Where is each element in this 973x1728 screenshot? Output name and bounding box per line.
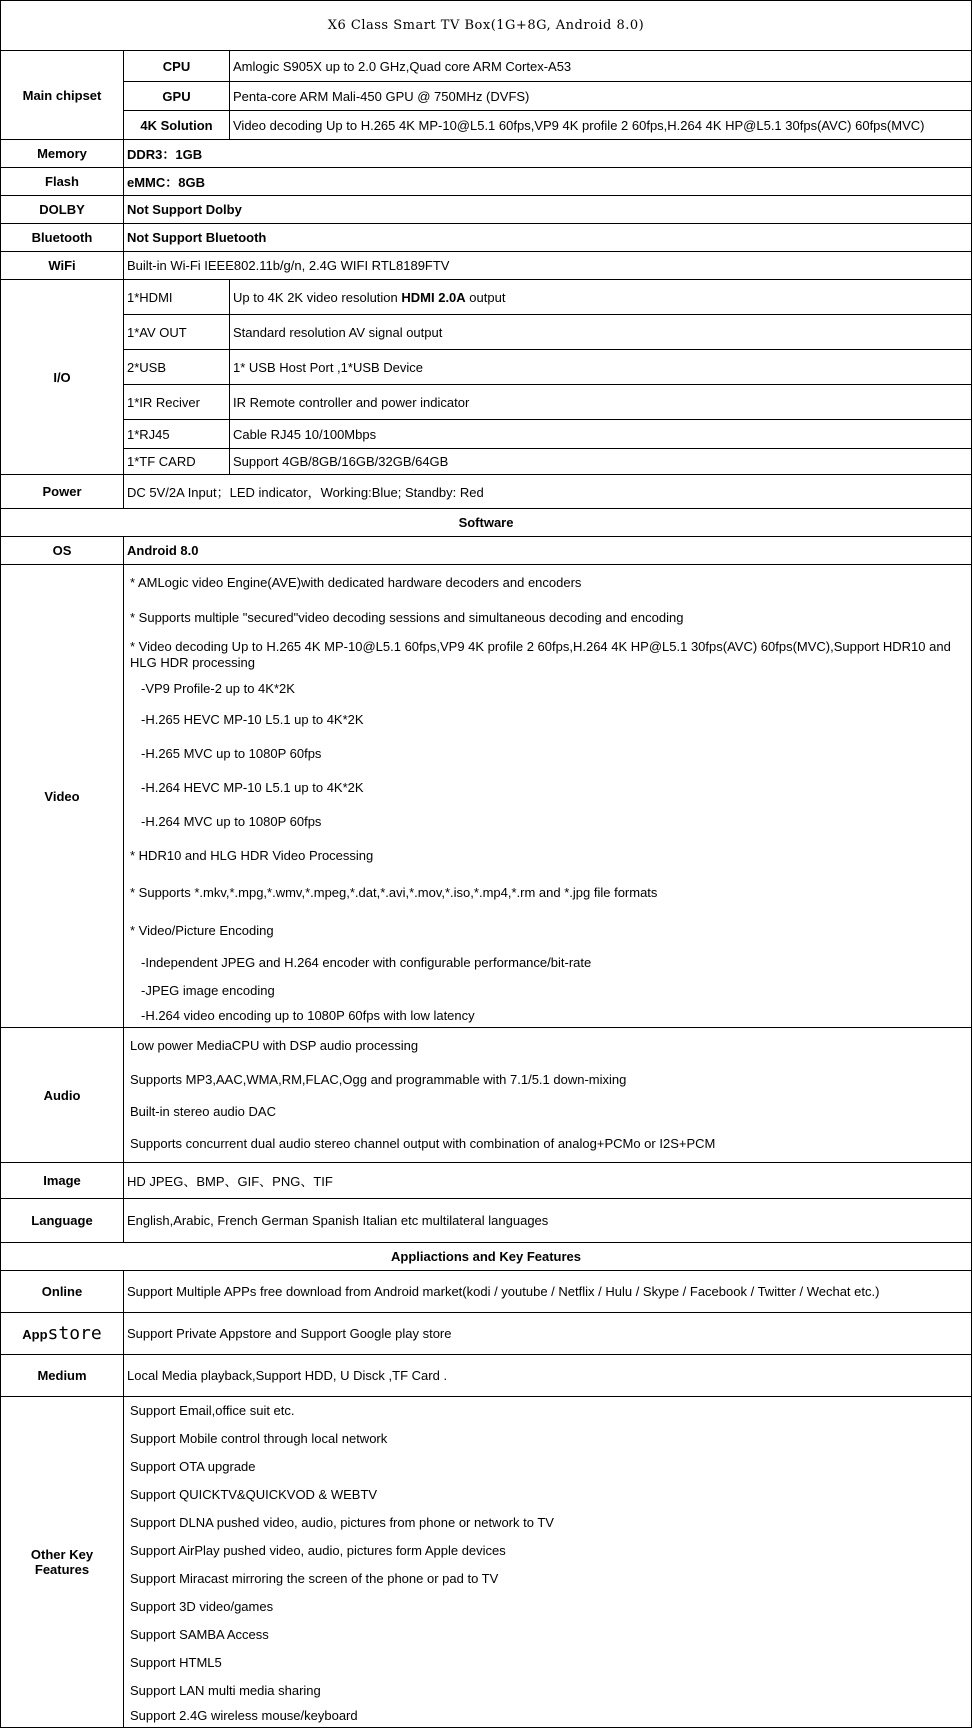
video-line: -H.265 MVC up to 1080P 60fps bbox=[141, 746, 322, 761]
4k-solution-label: 4K Solution bbox=[124, 111, 230, 140]
medium-row bbox=[1, 1355, 972, 1397]
power-label: Power bbox=[1, 475, 124, 509]
4k-solution-value: Video decoding Up to H.265 4K MP-10@L5.1 60fps,VP9 4K profile 2 60fps,H.264 4K HP@L5.1 30fps(AVC) 60fps(MVC) bbox=[230, 111, 972, 140]
io-port-ir: 1*IR Reciver bbox=[124, 385, 230, 420]
power-value: DC 5V/2A Input；LED indicator，Working:Blue; Standby: Red bbox=[124, 475, 972, 509]
bluetooth-row bbox=[1, 224, 972, 252]
io-hdmi-row bbox=[1, 280, 972, 315]
io-desc-hdmi bbox=[230, 280, 972, 315]
audio-line: Supports concurrent dual audio stereo channel output with combination of analog+PCMo or I2S+PCM bbox=[130, 1136, 716, 1151]
wifi-value: Built-in Wi-Fi IEEE802.11b/g/n, 2.4G WIFI RTL8189FTV bbox=[124, 252, 972, 280]
hdmi-desc-bold: HDMI 2.0A bbox=[401, 289, 466, 305]
appstore-value: Support Private Appstore and Support Google play store bbox=[124, 1313, 972, 1355]
software-header: Software bbox=[1, 509, 972, 537]
4k-solution-row bbox=[1, 111, 972, 140]
appstore-row bbox=[1, 1313, 972, 1355]
feature-line: Support 2.4G wireless mouse/keyboard bbox=[130, 1708, 358, 1723]
online-row bbox=[1, 1271, 972, 1313]
appstore-label-app: App bbox=[22, 1327, 48, 1342]
memory-row bbox=[1, 140, 972, 168]
audio-line: Supports MP3,AAC,WMA,RM,FLAC,Ogg and programmable with 7.1/5.1 down-mixing bbox=[130, 1072, 627, 1087]
video-line: * Supports *.mkv,*.mpg,*.wmv,*.mpeg,*.dat,*.avi,*.mov,*.iso,*.mp4,*.rm and *.jpg file formats bbox=[130, 885, 658, 900]
io-desc-ir: IR Remote controller and power indicator bbox=[230, 385, 972, 420]
video-row bbox=[1, 565, 972, 1028]
wifi-row bbox=[1, 252, 972, 280]
main-chipset-label: Main chipset bbox=[1, 51, 124, 140]
io-tf-row bbox=[1, 449, 972, 475]
flash-label: Flash bbox=[1, 168, 124, 196]
features-header-row bbox=[1, 1243, 972, 1271]
dolby-value: Not Support Dolby bbox=[124, 196, 972, 224]
memory-value: DDR3：1GB bbox=[124, 140, 972, 168]
feature-line: Support Mobile control through local network bbox=[130, 1431, 388, 1446]
io-desc-tf: Support 4GB/8GB/16GB/32GB/64GB bbox=[230, 449, 972, 475]
feature-line: Support AirPlay pushed video, audio, pictures form Apple devices bbox=[130, 1543, 506, 1558]
io-desc-av: Standard resolution AV signal output bbox=[230, 315, 972, 350]
io-desc-rj45: Cable RJ45 10/100Mbps bbox=[230, 420, 972, 449]
io-desc-usb: 1* USB Host Port ,1*USB Device bbox=[230, 350, 972, 385]
cpu-value: Amlogic S905X up to 2.0 GHz,Quad core ARM Cortex-A53 bbox=[230, 51, 972, 82]
appstore-label-store: store bbox=[47, 1323, 102, 1344]
memory-label: Memory bbox=[1, 140, 124, 168]
appstore-label bbox=[1, 1313, 124, 1355]
io-label: I/O bbox=[1, 280, 124, 475]
wifi-label: WiFi bbox=[1, 252, 124, 280]
dolby-row bbox=[1, 196, 972, 224]
io-usb-row bbox=[1, 350, 972, 385]
feature-line: Support Miracast mirroring the screen of the phone or pad to TV bbox=[130, 1571, 499, 1586]
audio-label: Audio bbox=[1, 1028, 124, 1163]
page-title: X6 Class Smart TV Box(1G+8G, Android 8.0) bbox=[1, 1, 972, 51]
video-line: -H.264 video encoding up to 1080P 60fps with low latency bbox=[141, 1007, 475, 1023]
language-row bbox=[1, 1199, 972, 1243]
flash-row bbox=[1, 168, 972, 196]
video-line: * HDR10 and HLG HDR Video Processing bbox=[130, 848, 374, 863]
video-line: * Supports multiple "secured"video decoding sessions and simultaneous decoding and encoding bbox=[130, 610, 684, 625]
video-features bbox=[124, 565, 972, 1028]
bluetooth-value: Not Support Bluetooth bbox=[124, 224, 972, 252]
audio-features bbox=[124, 1028, 972, 1163]
other-features-label: Other Key Features bbox=[1, 1397, 124, 1728]
medium-value: Local Media playback,Support HDD, U Disck ,TF Card . bbox=[124, 1355, 972, 1397]
dolby-label: DOLBY bbox=[1, 196, 124, 224]
feature-line: Support LAN multi media sharing bbox=[130, 1683, 321, 1698]
online-label: Online bbox=[1, 1271, 124, 1313]
other-features-list bbox=[124, 1397, 972, 1728]
video-line: -JPEG image encoding bbox=[141, 982, 275, 998]
os-label: OS bbox=[1, 537, 124, 565]
bluetooth-label: Bluetooth bbox=[1, 224, 124, 252]
video-line: -H.264 MVC up to 1080P 60fps bbox=[141, 814, 322, 829]
audio-line: Low power MediaCPU with DSP audio processing bbox=[130, 1038, 419, 1053]
image-value: HD JPEG、BMP、GIF、PNG、TIF bbox=[124, 1163, 972, 1199]
io-port-av: 1*AV OUT bbox=[124, 315, 230, 350]
video-line: * Video/Picture Encoding bbox=[130, 923, 274, 938]
io-rj45-row bbox=[1, 420, 972, 449]
io-port-usb: 2*USB bbox=[124, 350, 230, 385]
cpu-row bbox=[1, 51, 972, 82]
image-row bbox=[1, 1163, 972, 1199]
flash-value: eMMC：8GB bbox=[124, 168, 972, 196]
feature-line: Support Email,office suit etc. bbox=[130, 1403, 295, 1418]
feature-line: Support OTA upgrade bbox=[130, 1459, 256, 1474]
os-row bbox=[1, 537, 972, 565]
video-line: -H.264 HEVC MP-10 L5.1 up to 4K*2K bbox=[141, 780, 364, 795]
gpu-row bbox=[1, 82, 972, 111]
audio-line: Built-in stereo audio DAC bbox=[130, 1104, 276, 1119]
online-value: Support Multiple APPs free download from Android market(kodi / youtube / Netflix / Hulu / Skype / Facebook / Twitter / Wechat etc.) bbox=[124, 1271, 972, 1313]
audio-row bbox=[1, 1028, 972, 1163]
language-label: Language bbox=[1, 1199, 124, 1243]
feature-line: Support 3D video/games bbox=[130, 1599, 274, 1614]
software-header-row bbox=[1, 509, 972, 537]
gpu-label: GPU bbox=[124, 82, 230, 111]
language-value: English,Arabic, French German Spanish Italian etc multilateral languages bbox=[124, 1199, 972, 1243]
feature-line: Support QUICKTV&QUICKVOD & WEBTV bbox=[130, 1487, 378, 1502]
power-row bbox=[1, 475, 972, 509]
video-line: -Independent JPEG and H.264 encoder with configurable performance/bit-rate bbox=[141, 955, 592, 970]
hdmi-desc-post: output bbox=[465, 289, 506, 305]
feature-line: Support SAMBA Access bbox=[130, 1627, 269, 1642]
medium-label: Medium bbox=[1, 1355, 124, 1397]
os-value: Android 8.0 bbox=[124, 537, 972, 565]
video-label: Video bbox=[1, 565, 124, 1028]
image-label: Image bbox=[1, 1163, 124, 1199]
feature-line: Support DLNA pushed video, audio, pictures from phone or network to TV bbox=[130, 1515, 554, 1530]
hdmi-desc-pre: Up to 4K 2K video resolution bbox=[233, 289, 402, 305]
feature-line: Support HTML5 bbox=[130, 1655, 222, 1670]
io-port-tf: 1*TF CARD bbox=[124, 449, 230, 475]
io-ir-row bbox=[1, 385, 972, 420]
io-port-rj45: 1*RJ45 bbox=[124, 420, 230, 449]
title-row bbox=[1, 1, 972, 51]
cpu-label: CPU bbox=[124, 51, 230, 82]
io-av-row bbox=[1, 315, 972, 350]
video-line: -H.265 HEVC MP-10 L5.1 up to 4K*2K bbox=[141, 712, 364, 727]
other-features-row bbox=[1, 1397, 972, 1728]
features-header: Appliactions and Key Features bbox=[1, 1243, 972, 1271]
video-line: * Video decoding Up to H.265 4K MP-10@L5.1 60fps,VP9 4K profile 2 60fps,H.264 4K HP@L5.1 30fps(AVC) 60fps(MVC),Support HDR10 and HLG HDR processing bbox=[130, 639, 951, 670]
io-port-hdmi: 1*HDMI bbox=[124, 280, 230, 315]
gpu-value: Penta-core ARM Mali-450 GPU @ 750MHz (DVFS) bbox=[230, 82, 972, 111]
video-line: -VP9 Profile-2 up to 4K*2K bbox=[141, 681, 295, 696]
video-line: * AMLogic video Engine(AVE)with dedicated hardware decoders and encoders bbox=[130, 575, 582, 590]
